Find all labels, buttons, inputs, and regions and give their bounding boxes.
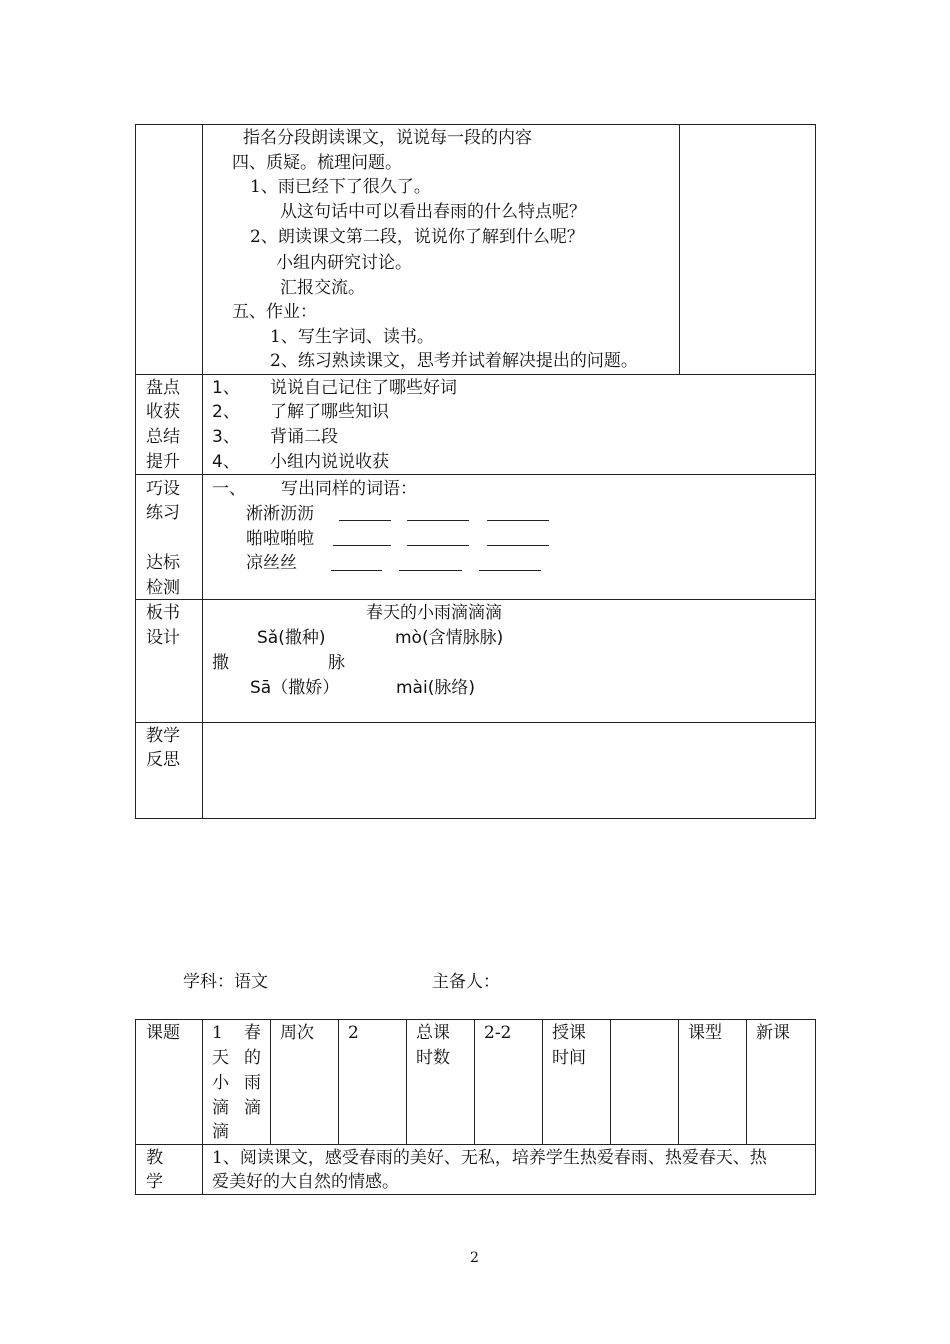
row-label: 收获 — [146, 402, 180, 422]
board-pinyin: mài(脉络) — [396, 678, 475, 698]
topic-text: 滴 — [212, 1122, 229, 1142]
board-pinyin: Sā（撒娇） — [250, 678, 340, 698]
practice-word: 凉丝丝 — [246, 553, 297, 573]
table-divider — [135, 374, 816, 375]
topic-text: 滴 — [244, 1098, 261, 1118]
table-divider — [202, 124, 203, 819]
practice-word: 淅淅沥沥 — [246, 504, 314, 524]
answer-blank — [333, 545, 391, 546]
board-character: 脉 — [328, 653, 345, 673]
row-label: 教学 — [146, 726, 180, 746]
summary-item-number: 3、 — [212, 427, 240, 447]
practice-heading-number: 一、 — [212, 479, 246, 499]
content-line: 2、朗读课文第二段，说说你了解到什么呢？ — [250, 227, 584, 247]
table-divider — [135, 599, 816, 600]
content-line: 1、写生字词、读书。 — [270, 327, 434, 347]
summary-item-text: 小组内说说收获 — [270, 452, 389, 472]
table-divider — [135, 474, 816, 475]
row-label: 设计 — [146, 628, 180, 648]
content-line: 指名分段朗读课文，说说每一段的内容 — [243, 128, 532, 148]
row-label: 练习 — [146, 503, 180, 523]
page-number: 2 — [470, 1250, 479, 1266]
summary-item-text: 说说自己记住了哪些好词 — [270, 378, 457, 398]
time-label: 时间 — [552, 1048, 586, 1068]
row-label: 反思 — [146, 750, 180, 770]
table-divider — [338, 1019, 339, 1145]
summary-item-number: 2、 — [212, 402, 240, 422]
answer-blank — [399, 570, 462, 571]
topic-label: 课题 — [146, 1023, 180, 1043]
board-pinyin: Sǎ(撒种) — [257, 628, 326, 648]
topic-text: 滴 — [212, 1098, 229, 1118]
table-divider — [678, 1019, 679, 1145]
topic-text: 小 — [212, 1073, 229, 1093]
summary-item-number: 1、 — [212, 378, 240, 398]
week-value: 2 — [348, 1023, 359, 1043]
goal-text: 1、阅读课文，感受春雨的美好、无私，培养学生热爱春雨、热爱春天、热 — [212, 1148, 767, 1168]
summary-item-number: 4、 — [212, 452, 240, 472]
practice-word: 啪啦啪啦 — [246, 529, 314, 549]
board-title: 春天的小雨滴滴滴 — [366, 603, 502, 623]
answer-blank — [479, 570, 541, 571]
row-label: 达标 — [146, 553, 180, 573]
summary-item-text: 了解了哪些知识 — [270, 402, 389, 422]
content-line: 小组内研究讨论。 — [276, 253, 412, 273]
hours-label: 时数 — [416, 1048, 450, 1068]
answer-blank — [487, 545, 549, 546]
content-line: 1、雨已经下了很久了。 — [250, 177, 431, 197]
table-divider — [202, 1019, 203, 1195]
goal-label: 学 — [146, 1172, 163, 1192]
table-divider — [406, 1019, 407, 1145]
table-divider — [270, 1019, 271, 1145]
board-pinyin: mò(含情脉脉) — [395, 628, 504, 648]
row-label: 提升 — [146, 452, 180, 472]
topic-text: 1 — [212, 1023, 223, 1043]
table-divider — [542, 1019, 543, 1145]
answer-blank — [487, 520, 549, 521]
row-label: 板书 — [146, 603, 180, 623]
topic-text: 雨 — [244, 1073, 261, 1093]
type-label: 课型 — [688, 1023, 722, 1043]
table-divider — [135, 722, 816, 723]
board-character: 撒 — [212, 653, 229, 673]
topic-text: 天 — [212, 1048, 229, 1068]
type-value: 新课 — [756, 1023, 790, 1043]
answer-blank — [339, 520, 391, 521]
table-divider — [679, 124, 680, 375]
content-line: 2、练习熟读课文，思考并试着解决提出的问题。 — [270, 351, 638, 371]
answer-blank — [407, 545, 469, 546]
hours-value: 2-2 — [484, 1023, 512, 1043]
content-line: 汇报交流。 — [280, 278, 365, 298]
summary-item-text: 背诵二段 — [270, 427, 338, 447]
row-label: 总结 — [146, 427, 180, 447]
row-label: 盘点 — [146, 378, 180, 398]
hours-label: 总课 — [416, 1023, 450, 1043]
table-divider — [135, 1144, 816, 1145]
preparer-label: 主备人： — [432, 972, 500, 992]
answer-blank — [407, 520, 469, 521]
table-divider — [474, 1019, 475, 1145]
row-label: 巧设 — [146, 479, 180, 499]
time-label: 授课 — [552, 1023, 586, 1043]
subject-label: 学科：语文 — [183, 972, 268, 992]
content-line: 四、质疑。梳理问题。 — [232, 153, 402, 173]
week-label: 周次 — [280, 1023, 314, 1043]
content-line: 从这句话中可以看出春雨的什么特点呢？ — [280, 202, 586, 222]
row-label: 检测 — [146, 578, 180, 598]
table-divider — [746, 1019, 747, 1145]
topic-text: 的 — [244, 1048, 261, 1068]
practice-heading: 写出同样的词语： — [281, 479, 417, 499]
table-divider — [610, 1019, 611, 1145]
goal-text: 爱美好的大自然的情感。 — [212, 1172, 399, 1192]
goal-label: 教 — [146, 1148, 163, 1168]
answer-blank — [331, 570, 382, 571]
topic-text: 春 — [244, 1023, 261, 1043]
content-line: 五、作业： — [232, 302, 317, 322]
